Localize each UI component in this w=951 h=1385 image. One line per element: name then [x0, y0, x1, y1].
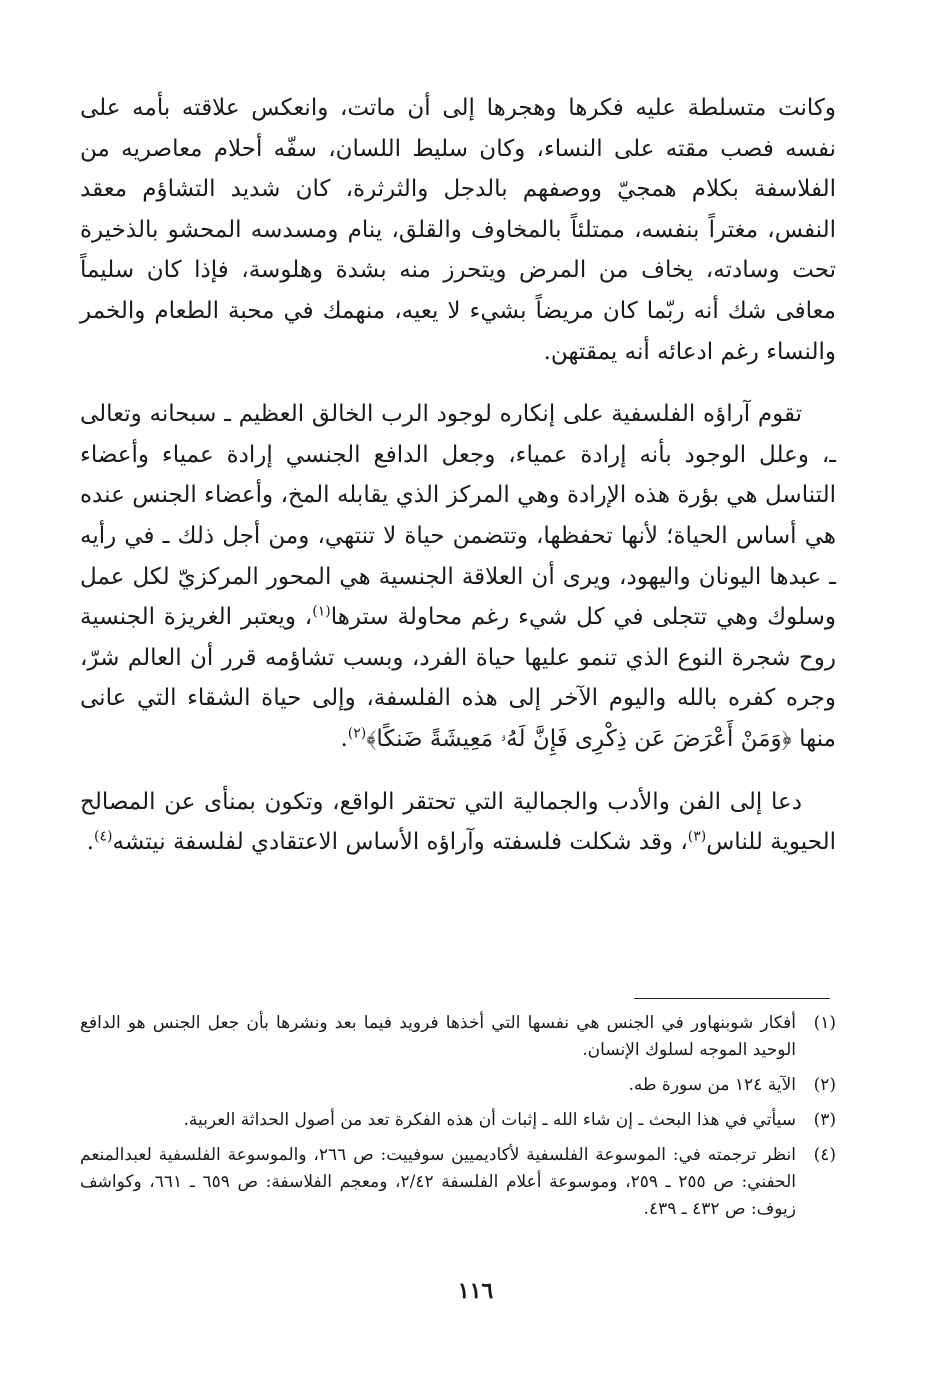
- text-run: ، ويعتبر الغريزة الجنسية روح شجرة النوع الذي تنمو عليها حياة الفرد، وبسب تشاؤمه قرر أن العالم شرّ، وجره كفره بالله واليوم الآخر إلى هذه الفلسفة، وإلى حياة الشقاء التي عانى منها: [80, 604, 836, 752]
- text-run: ، وقد شكلت فلسفته وآراؤه الأساس الاعتقادي لفلسفة نيتشه: [112, 829, 688, 856]
- footnote-2: [80, 1072, 836, 1099]
- footnote-number: (٤): [813, 1145, 836, 1165]
- text-run: .: [86, 829, 95, 856]
- footnote-3: [80, 1107, 836, 1134]
- footnote-reference: (١): [312, 603, 331, 620]
- paragraph-3: [80, 782, 836, 863]
- paragraph-1: [80, 88, 836, 372]
- footnote-reference: (٢): [347, 725, 367, 742]
- text-run: دعا إلى الفن والأدب والجمالية التي تحتقر الواقع، وتكون بمنأى عن المصالح الحيوية للناس: [80, 788, 836, 856]
- footnote-reference: (٣): [687, 828, 707, 845]
- text-run: .: [340, 725, 348, 752]
- footnote-number: (٣): [813, 1110, 836, 1130]
- quran-quote: ﴿وَمَنْ أَعْرَضَ عَن ذِكْرِى فَإِنَّ لَهُۥ مَعِيشَةً ضَنكًا﴾: [366, 725, 792, 752]
- text-run: وكانت متسلطة عليه فكرها وهجرها إلى أن ماتت، وانعكس علاقته بأمه على نفسه فصب مقته على النساء، وكان سليط اللسان، سفّه أحلام معاصريه من الفلاسفة بكلام همجيّ ووصفهم بالدجل والثرثرة، كان شديد التشاؤم معقد النفس، مغتراً بنفسه، ممتلئاً بالمخاوف والقلق، ينام ومسدسه المحشو بالذخيرة تحت وسادته، يخاف من المرض ويتحرز منه بشدة وهلوسة، فإذا كان سليماً معافى شك أنه ربّما كان مريضاً بشيء لا يعيه، منهمك في محبة الطعام والخمر والنساء رغم ادعائه أنه يمقتهن.: [80, 95, 836, 365]
- footnotes: [80, 1010, 836, 1231]
- footnote-4: [80, 1142, 836, 1223]
- footnote-reference: (٤): [94, 828, 113, 845]
- footnote-number: (١): [813, 1013, 836, 1033]
- footnote-text: الآية ١٢٤ من سورة طه.: [628, 1075, 796, 1095]
- footnote-number: (٢): [813, 1075, 836, 1095]
- footnote-separator: [634, 998, 830, 999]
- footnote-text: سيأتي في هذا البحث ـ إن شاء الله ـ إثبات أن هذه الفكرة تعد من أصول الحداثة العربية.: [183, 1110, 796, 1130]
- footnote-text: انظر ترجمته في: الموسوعة الفلسفية لأكاديميين سوفييت: ص ٢٦٦، والموسوعة الفلسفية لعبدالمنعم الحفني: ص ٢٥٥ ـ ٢٥٩، وموسوعة أعلام الفلسفة ٢/٤٢، ومعجم الفلاسفة: ص ٦٥٩ ـ ٦٦١، وكواشف زيوف: ص ٤٣٢ ـ ٤٣٩.: [80, 1145, 797, 1219]
- main-text: [80, 88, 836, 885]
- footnote-text: أفكار شوبنهاور في الجنس هي نفسها التي أخذها فرويد فيما بعد ونشرها بأن جعل الجنس هو الدافع الوحيد الموجه لسلوك الإنسان.: [80, 1013, 796, 1060]
- paragraph-2: [80, 394, 836, 759]
- page-number: ١١٦: [457, 1278, 494, 1304]
- text-run: تقوم آراؤه الفلسفية على إنكاره لوجود الرب الخالق العظيم ـ سبحانه وتعالى ـ، وعلل الوجود بأنه إرادة عمياء، وجعل الدافع الجنسي إرادة عمياء وأعضاء التناسل هي بؤرة هذه الإرادة وهي المركز الذي يقابله المخ، وأعضاء الجنس عنده هي أساس الحياة؛ لأنها تحفظها، وتتضمن حياة لا تنتهي، ومن أجل ذلك ـ في رأيه ـ عبدها اليونان واليهود، ويرى أن العلاقة الجنسية هي المحور المركزيّ لكل عمل وسلوك وهي تتجلى في كل شيء رغم محاولة سترها: [80, 401, 836, 631]
- footnote-1: [80, 1010, 836, 1064]
